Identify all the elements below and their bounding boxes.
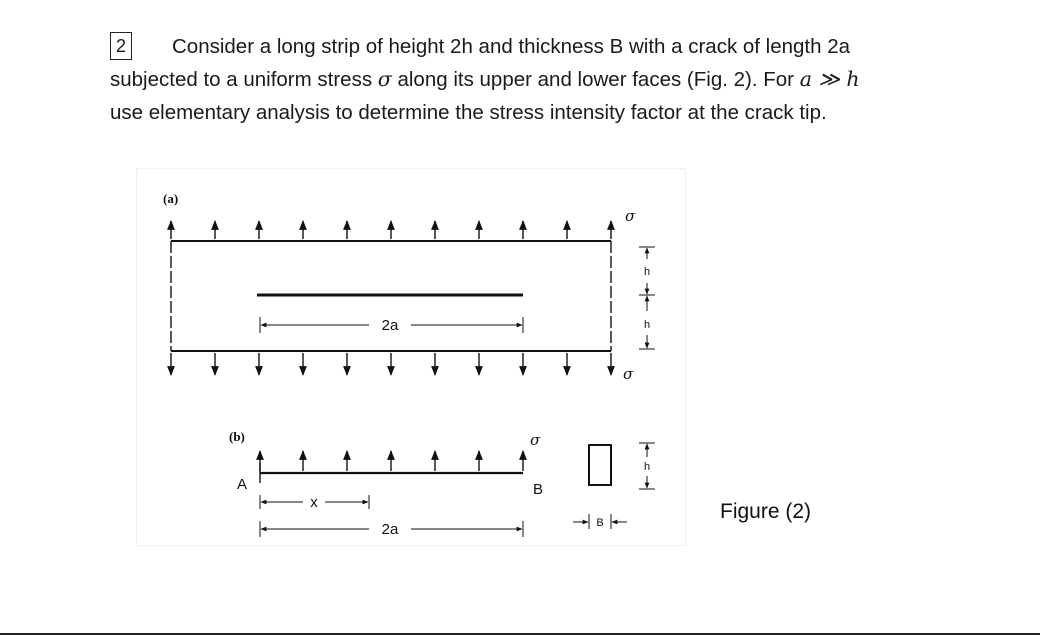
panel-b-label: (b)	[229, 429, 245, 444]
condition-a-much-greater-h: a ≫ h	[799, 67, 860, 91]
panel-b-section-h: h	[643, 461, 651, 473]
panel-a-crack-length: 2a	[381, 317, 399, 334]
panel-b-point-b: B	[533, 481, 544, 498]
panel-b-point-a: A	[237, 476, 248, 493]
page-bottom-rule	[0, 633, 1040, 635]
panel-a-bottom-arrows	[171, 353, 611, 375]
panel-a-label: (a)	[163, 191, 179, 206]
figure-caption: Figure (2)	[720, 500, 812, 523]
panel-a-top-arrows	[171, 221, 611, 239]
panel-a-sigma-top: σ	[625, 207, 636, 225]
problem-line-1: Consider a long strip of height 2h and thickness B with a crack of length 2a	[172, 35, 851, 58]
problem-line-2-middle: along its upper and lower faces (Fig. 2). For	[391, 68, 800, 91]
problem-line-2	[110, 63, 940, 96]
problem-statement	[110, 30, 940, 129]
panel-b-sigma: σ	[530, 431, 541, 449]
panel-b-section-b: B	[596, 517, 604, 529]
problem-line-2-start: subjected to a uniform stress	[110, 68, 378, 91]
panel-a-sigma-bottom: σ	[623, 365, 634, 383]
panel-a-h-upper: h	[643, 266, 651, 278]
panel-b-x-label: x	[310, 494, 318, 511]
panel-b-cross-section	[589, 445, 611, 485]
panel-b-length: 2a	[381, 521, 399, 538]
panel-a-height-dimension	[639, 247, 655, 349]
panel-a-h-lower: h	[643, 319, 651, 331]
figure-diagram	[137, 169, 685, 545]
sigma-symbol: σ	[377, 67, 392, 91]
problem-line-3: use elementary analysis to determine the stress intensity factor at the crack tip.	[110, 101, 827, 124]
panel-b-top-arrows	[260, 451, 523, 471]
figure-2	[137, 169, 685, 545]
problem-number: 2	[110, 32, 132, 60]
